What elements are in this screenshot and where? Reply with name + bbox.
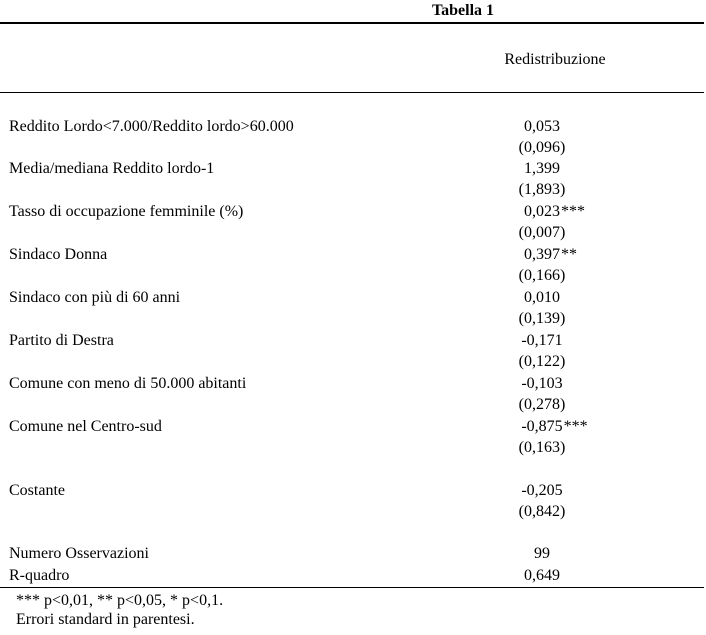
coefficient-cell [442,116,642,137]
significance-stars: ** [561,246,577,263]
stat-value: 0,649 [524,567,560,584]
coefficient-cell [442,416,642,437]
table-note: *** p<0,01, ** p<0,05, * p<0,1. [16,592,224,609]
coefficient-value: 0,397 [524,246,560,263]
significance-stars: *** [561,203,585,220]
standard-error: (0,842) [518,503,566,520]
row-label: Sindaco Donna [9,246,108,263]
coefficient-value: 0,053 [524,118,560,135]
header-rule [0,92,704,93]
row-label: Tasso di occupazione femminile (%) [9,203,244,220]
bottom-rule [0,587,704,588]
significance-stars: *** [563,418,588,435]
standard-error: (0,166) [518,267,566,284]
row-label: Media/mediana Reddito lordo-1 [9,160,215,177]
row-label: Comune con meno di 50.000 abitanti [9,375,247,392]
stat-label: Numero Osservazioni [9,545,149,562]
coefficient-value: -0,875 [521,418,563,435]
coefficient-cell [442,244,642,265]
coefficient-value: 0,010 [524,289,560,306]
standard-error: (1,893) [518,181,566,198]
table-title: Tabella 1 [431,2,495,19]
standard-error: (0,163) [518,439,566,456]
coefficient-value: -0,171 [521,332,563,349]
stat-value: 99 [534,545,550,562]
row-label: Comune nel Centro-sud [9,418,162,435]
table-note: Errori standard in parentesi. [16,611,195,628]
row-label: Reddito Lordo<7.000/Reddito lordo>60.000 [9,118,294,135]
standard-error: (0,278) [518,396,566,413]
coefficient-value: -0,205 [521,482,563,499]
coefficient-cell [442,201,642,222]
coefficient-cell [442,287,642,308]
stat-label: R-quadro [9,567,70,584]
standard-error: (0,096) [518,139,566,156]
row-label: Partito di Destra [9,332,114,349]
coefficient-value: 1,399 [524,160,560,177]
column-header: Redistribuzione [504,51,606,68]
coefficient-cell [442,330,642,351]
coefficient-cell [442,373,642,394]
standard-error: (0,139) [518,310,566,327]
coefficient-cell [442,158,642,179]
standard-error: (0,122) [518,353,566,370]
row-label: Sindaco con più di 60 anni [9,289,181,306]
row-label: Costante [9,482,65,499]
coefficient-value: -0,103 [521,375,563,392]
standard-error: (0,007) [518,224,566,241]
coefficient-value: 0,023 [524,203,560,220]
coefficient-cell [442,480,642,501]
top-rule [0,22,704,24]
